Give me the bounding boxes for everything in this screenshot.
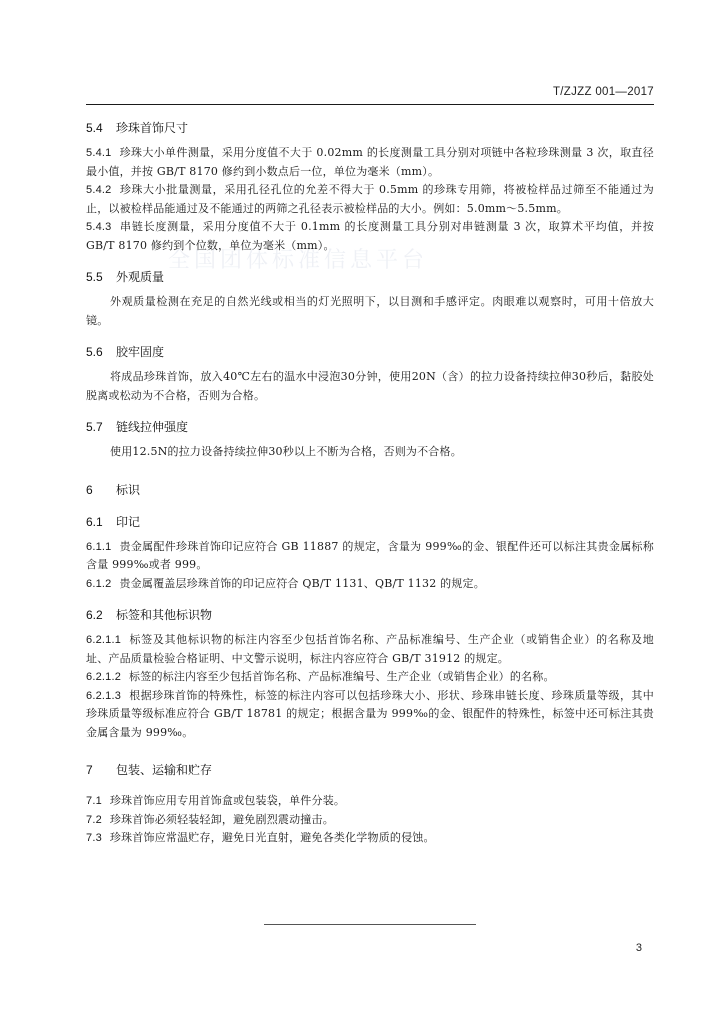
clause-number: 6.1.1 xyxy=(86,540,112,553)
section-heading-5-5 xyxy=(86,267,654,287)
clause-number: 7.1 xyxy=(86,795,102,807)
clause-text: 珍珠大小单件测量，采用分度值不大于 0.02mm 的长度测量工具分别对项链中各粒珍珠测量 3 次，取直径最小值，并按 GB/T 8170 修约到小数点后一位，单位为毫米（mm）。 xyxy=(86,146,654,178)
clause-7-3 xyxy=(86,829,654,848)
section-number: 5.7 xyxy=(86,420,103,434)
clause-number: 6.2.1.3 xyxy=(86,689,122,702)
section-number: 6.1 xyxy=(86,514,103,529)
section-number: 5.5 xyxy=(86,270,103,284)
section-number: 5.4 xyxy=(86,121,103,135)
clause-7-2 xyxy=(86,811,654,830)
chapter-heading-6 xyxy=(86,480,654,500)
document-body xyxy=(86,118,654,848)
section-title: 胶牢固度 xyxy=(116,345,165,359)
clause-5-4-1 xyxy=(86,144,654,181)
section-title: 珍珠首饰尺寸 xyxy=(116,121,189,135)
clause-number: 7.3 xyxy=(86,832,102,844)
section-heading-5-6 xyxy=(86,342,654,362)
clause-number: 6.1.2 xyxy=(86,577,112,590)
chapter-title: 标识 xyxy=(116,482,141,497)
clause-text: 根据珍珠首饰的特殊性，标签的标注内容可以包括珍珠大小、形状、珍珠串链长度、珍珠质量等级，其中珍珠质量等级标准应符合 GB/T 18781 的规定；根据含量为 999‰的金、银配件的特殊性，标签中还可标注其贵金属含量为 999‰。 xyxy=(86,688,654,739)
clause-text: 珍珠首饰应用专用首饰盒或包装袋，单件分装。 xyxy=(109,794,346,807)
clause-6-2-1-2 xyxy=(86,668,654,687)
section-heading-6-2 xyxy=(86,605,654,625)
clause-text: 珍珠首饰必须轻装轻卸，避免剧烈震动撞击。 xyxy=(109,812,334,826)
section-title: 链线拉伸强度 xyxy=(116,420,189,434)
clause-number: 5.4.3 xyxy=(86,221,112,233)
clause-6-1-2 xyxy=(86,575,654,594)
document-id: T/ZJZZ 001—2017 xyxy=(552,86,654,98)
section-title: 标签和其他标识物 xyxy=(116,608,213,622)
clause-number: 5.4.2 xyxy=(86,184,112,196)
chapter-number: 7 xyxy=(86,763,93,777)
clause-text: 串链长度测量，采用分度值不大于 0.1mm 的长度测量工具分别对串链测量 3 次，取算术平均值，并按 GB/T 8170 修约到个位数，单位为毫米（mm）。 xyxy=(86,220,654,252)
clause-5-4-3 xyxy=(86,218,654,255)
clause-number: 6.2.1.1 xyxy=(86,634,122,646)
section-heading-5-7 xyxy=(86,417,654,437)
section-title: 外观质量 xyxy=(116,270,165,284)
clause-text: 贵金属配件珍珠首饰印记应符合 GB 11887 的规定，含量为 999‰的金、银配件还可以标注其贵金属标称含量 999‰或者 999。 xyxy=(86,539,654,571)
clause-number: 6.2.1.2 xyxy=(86,671,122,683)
clause-5-4-2 xyxy=(86,181,654,218)
clause-6-1-1 xyxy=(86,538,654,575)
clause-text: 贵金属覆盖层珍珠首饰的印记应符合 QB/T 1131、QB/T 1132 的规定。 xyxy=(119,576,485,590)
chapter-title: 包装、运输和贮存 xyxy=(116,763,213,777)
clause-7-1 xyxy=(86,792,654,811)
chapter-number: 6 xyxy=(86,482,93,497)
section-heading-6-1 xyxy=(86,512,654,532)
section-number: 6.2 xyxy=(86,608,103,622)
clause-text: 标签的标注内容至少包括首饰名称、产品标准编号、生产企业（或销售企业）的名称。 xyxy=(129,670,555,683)
section-text-5-5: 外观质量检测在充足的自然光线或相当的灯光照明下，以目测和手感评定。肉眼难以观察时，可用十倍放大镜。 xyxy=(86,295,654,327)
clause-text: 珍珠大小批量测量，采用孔径孔位的允差不得大于 0.5mm 的珍珠专用筛，将被检样品过筛至不能通过为止，以被检样品能通过及不能通过的两筛之孔径表示被检样品的大小。例如：5.0mm～5.5mm。 xyxy=(86,183,654,215)
clause-text: 珍珠首饰应常温贮存，避免日光直射，避免各类化学物质的侵蚀。 xyxy=(109,831,435,844)
chapter-heading-7 xyxy=(86,760,654,780)
clause-6-2-1-1 xyxy=(86,631,654,668)
clause-number: 7.2 xyxy=(86,813,102,826)
page-number: 3 xyxy=(635,942,642,954)
section-heading-5-4 xyxy=(86,118,654,138)
watermark: 全国团体标准信息平台 xyxy=(168,248,429,273)
clause-number: 5.4.1 xyxy=(86,147,112,159)
end-of-text-rule xyxy=(264,924,476,925)
section-number: 5.6 xyxy=(86,345,103,359)
clause-text: 标签及其他标识物的标注内容至少包括首饰名称、产品标准编号、生产企业（或销售企业）的名称及地址、产品质量检验合格证明、中文警示说明，标注内容应符合 GB/T 31912 的规定。 xyxy=(86,633,654,665)
clause-6-2-1-3 xyxy=(86,687,654,743)
section-text-5-6: 将成品珍珠首饰，放入40℃左右的温水中浸泡30分钟，使用20N（含）的拉力设备持续拉伸30秒后，黏胶处脱离或松动为不合格，否则为合格。 xyxy=(86,370,654,402)
section-title: 印记 xyxy=(116,514,141,529)
section-text-5-7: 使用12.5N的拉力设备持续拉伸30秒以上不断为合格，否则为不合格。 xyxy=(110,445,462,458)
header-divider xyxy=(86,104,654,105)
